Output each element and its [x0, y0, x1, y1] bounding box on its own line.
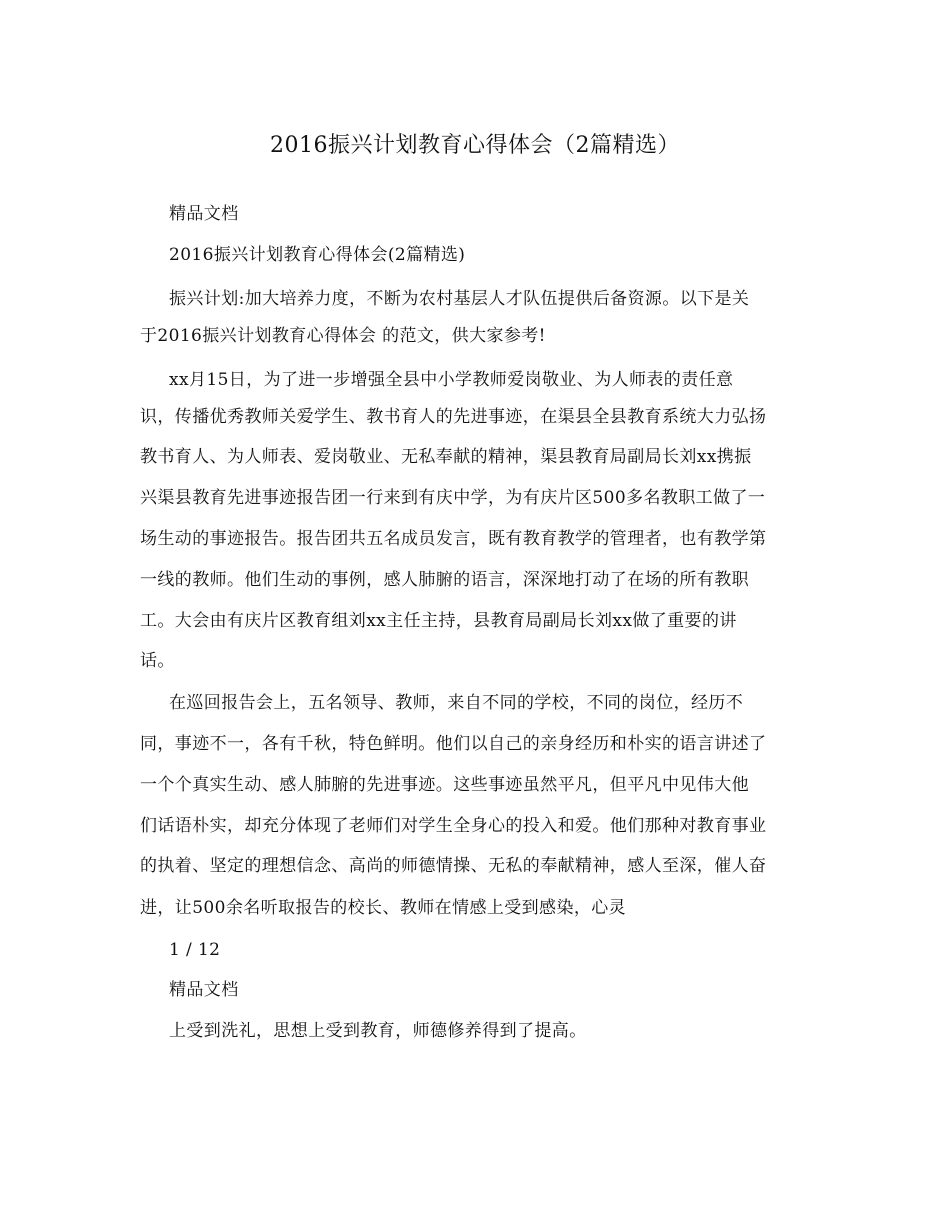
paragraph-line: 一线的教师。他们生动的事例，感人肺腑的语言，深深地打动了在场的所有教职: [140, 570, 749, 590]
page-number: 1 / 12: [169, 940, 221, 960]
header-label: 精品文档: [169, 204, 239, 224]
paragraph-line: xx月15日，为了进一步增强全县中小学教师爱岗敬业、为人师表的责任意: [169, 370, 734, 390]
paragraph-line: 识，传播优秀教师关爱学生、教书育人的先进事迹，在渠县全县教育系统大力弘扬: [140, 407, 767, 427]
document-title: 2016振兴计划教育心得体会（2篇精选）: [270, 133, 680, 158]
paragraph-line: 的执着、坚定的理想信念、高尚的师德情操、无私的奉献精神，感人至深，催人奋: [140, 856, 767, 876]
intro-line: 于2016振兴计划教育心得体会 的范文，供大家参考!: [140, 326, 546, 346]
paragraph-line: 们话语朴实，却充分体现了老师们对学生全身心的投入和爱。他们那种对教育事业: [140, 816, 767, 836]
paragraph-line: 教书育人、为人师表、爱岗敬业、无私奉献的精神，渠县教育局副局长刘xx携振: [140, 447, 752, 467]
paragraph-line: 同，事迹不一，各有千秋，特色鲜明。他们以自己的亲身经历和朴实的语言讲述了: [140, 734, 767, 754]
paragraph-line: 在巡回报告会上，五名领导、教师，来自不同的学校，不同的岗位，经历不: [169, 693, 744, 713]
paragraph-line: 兴渠县教育先进事迹报告团一行来到有庆中学，为有庆片区500多名教职工做了一: [140, 488, 766, 508]
paragraph-line: 一个个真实生动、感人肺腑的先进事迹。这些事迹虽然平凡，但平凡中见伟大他: [140, 775, 749, 795]
paragraph-line: 进，让500余名听取报告的校长、教师在情感上受到感染，心灵: [140, 898, 627, 918]
header-label: 精品文档: [169, 980, 239, 1000]
paragraph-line: 话。: [140, 651, 175, 671]
paragraph-line: 场生动的事迹报告。报告团共五名成员发言，既有教育教学的管理者，也有教学第: [140, 529, 767, 549]
document-subtitle: 2016振兴计划教育心得体会(2篇精选): [169, 245, 466, 265]
paragraph-line: 工。大会由有庆片区教育组刘xx主任主持，县教育局副局长刘xx做了重要的讲: [140, 611, 737, 631]
intro-line: 振兴计划:加大培养力度，不断为农村基层人才队伍提供后备资源。以下是关: [169, 289, 750, 309]
paragraph-line: 上受到洗礼，思想上受到教育，师德修养得到了提高。: [169, 1021, 587, 1041]
